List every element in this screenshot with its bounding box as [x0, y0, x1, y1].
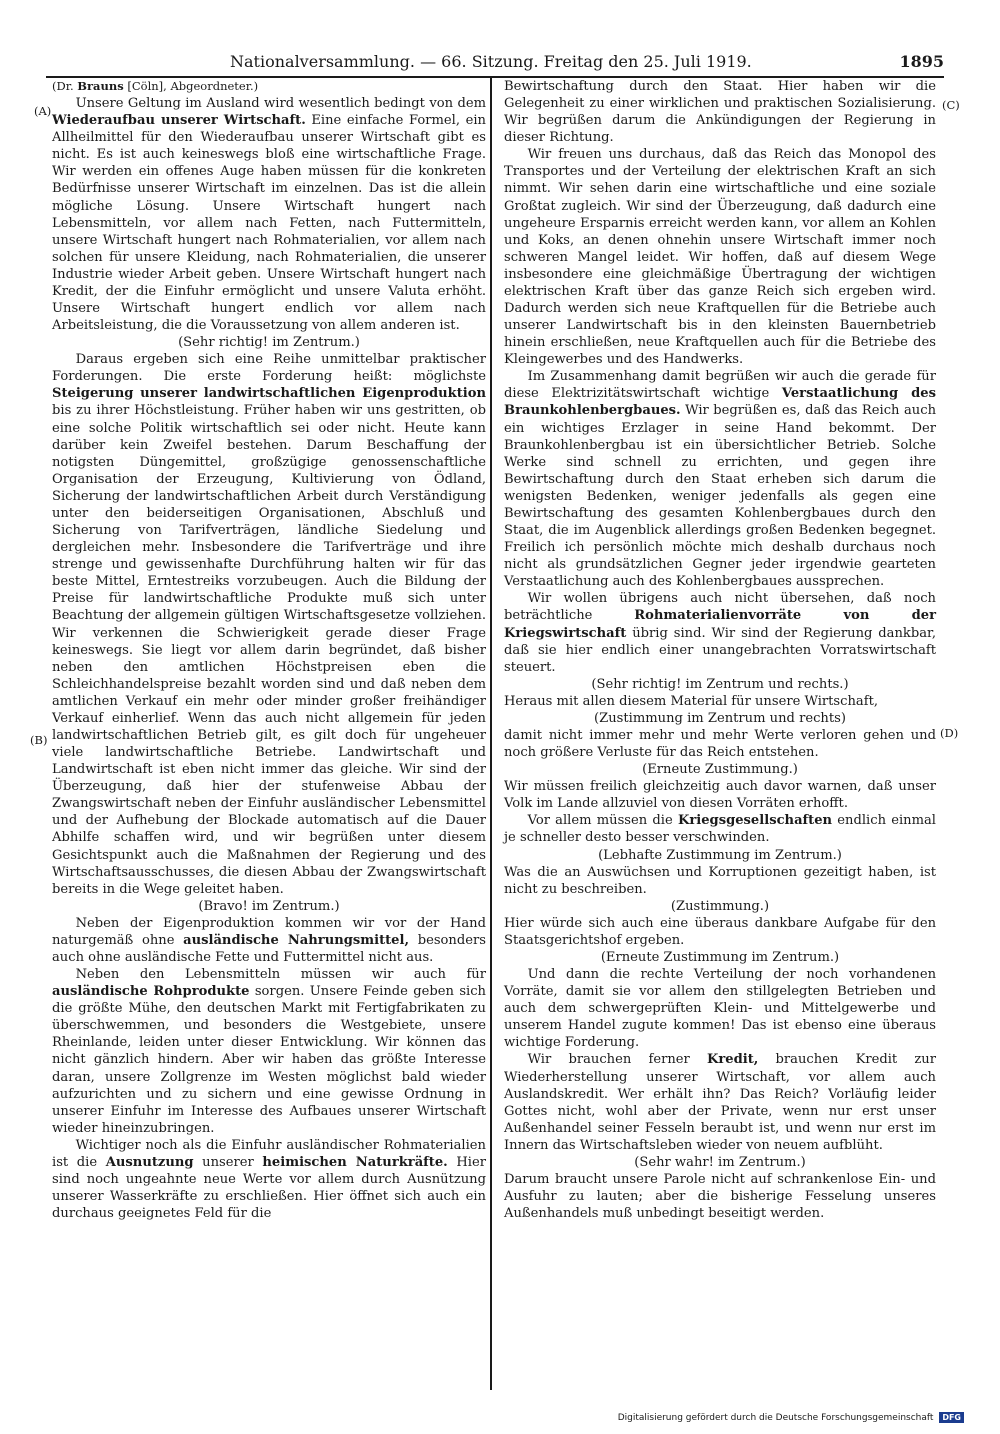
emphasis-text: Ausnutzung	[105, 1154, 194, 1170]
interjection	[504, 676, 936, 693]
paragraph	[52, 966, 486, 1137]
paragraph	[504, 368, 936, 590]
emphasis-text: Brauns	[77, 79, 124, 93]
paragraph	[504, 812, 936, 846]
margin-marker-c: (C)	[942, 98, 960, 112]
text-run: Bewirtschaftung durch den Staat. Hier haben wir die Gelegenheit zu einer wirklichen und praktischen Sozialisierung. Wir begrüßen darum die Ankündigungen der Regierung in dieser Richtung.	[504, 79, 936, 146]
text-run: übrig sind. Wir sind der Regierung dankbar, daß sie hier endlich einer unangebrachten Vorratswirtschaft steuert.	[504, 625, 936, 675]
text-run: [Cöln], Abgeordneter.)	[123, 79, 259, 93]
margin-marker-a: (A)	[34, 104, 52, 118]
paragraph	[52, 78, 486, 95]
paragraph	[52, 915, 486, 966]
emphasis-text: ausländische Rohprodukte	[52, 984, 250, 1000]
emphasis-text: Wiederaufbau unserer Wirtschaft.	[52, 113, 306, 129]
emphasis-text: ausländische Nahrungsmittel,	[183, 932, 410, 948]
text-run: (Lebhafte Zustimmung im Zentrum.)	[598, 847, 842, 863]
text-run: Wir müssen freilich gleichzeitig auch davor warnen, daß unser Volk im Lande allzuviel von diesen Vorräten erhofft.	[504, 779, 936, 812]
interjection	[504, 1154, 936, 1171]
text-run: Unsere Geltung im Ausland wird wesentlich bedingt von dem	[75, 96, 486, 112]
text-run: (Zustimmung.)	[670, 898, 770, 914]
text-run: endlich einmal je schneller desto besser verschwinden.	[504, 813, 936, 846]
interjection	[504, 949, 936, 966]
text-run: Hier sind noch ungeahnte neue Werte vor allem durch Ausnützung unserer Wasserkräfte zu erschließen. Hier öffnet sich auch ein durchaus geeignetes Feld für die	[52, 1154, 486, 1222]
paragraph	[504, 146, 936, 368]
text-run: Wir wollen übrigens auch nicht übersehen, daß noch beträchtliche	[504, 591, 936, 624]
margin-marker-b: (B)	[30, 733, 48, 747]
page-number: 1895	[899, 52, 944, 71]
text-run: damit nicht immer mehr und mehr Werte verloren gehen und noch größere Verluste für das Reich entstehen.	[504, 727, 936, 761]
paragraph	[504, 693, 936, 710]
text-run: Eine einfache Formel, ein Allheilmittel für den Wiederaufbau unserer Wirtschaft gibt es nicht. Es ist auch keineswegs bloß eine wirtschaftliche Frage. Wir werden ein offenes Auge haben müssen für die konkreten Bedürfnisse unserer Wirtschaft im einzelnen. Das ist die allein mögliche Lösung. Unsere Wirtschaft hungert nach Lebensmitteln, vor allem nach Fetten, nach Futtermitteln, unsere Wirtschaft hungert nach Rohmaterialien, vor allem nach solchen für unsere Kleidung, nach Rohmaterialien, die unserer Industrie wieder Arbeit geben. Unsere Wirtschaft hungert nach Kredit, der die Einfuhr ermöglicht und unsere Valuta erhöht. Unsere Wirtschaft hungert endlich vor allem nach Arbeitsleistung, die die Voraussetzung von allem anderen ist.	[52, 113, 486, 334]
interjection	[504, 710, 936, 727]
text-run: (Sehr richtig! im Zentrum und rechts.)	[591, 676, 849, 692]
column-divider	[490, 78, 492, 1390]
paragraph	[504, 966, 936, 1051]
text-run: Darum braucht unsere Parole nicht auf schrankenlose Ein- und Ausfuhr zu lauten; aber die bisherige Fesselung unseres Außenhandels muß unbedingt beseitigt werden.	[504, 1172, 936, 1222]
margin-marker-d: (D)	[940, 726, 959, 740]
text-run: Wir brauchen ferner	[527, 1052, 707, 1068]
text-run: Wir freuen uns durchaus, daß das Reich das Monopol des Transportes und der Verteilung der elektrischen Kraft an sich nimmt. Wir sehen darin eine wirtschaftliche und eine soziale Großtat zugleich. Wir sind der Überzeugung, daß dadurch eine ungeheure Ersparnis erreicht werden kann, vor allem an Kohlen und Koks, an denen ohnehin unsere Wirtschaft immer noch schweren Mangel leidet. Wir hoffen, daß auf diesem Wege insbesondere eine gleichmäßige Übertragung der wichtigen elektrischen Kraft über das ganze Reich sich ergeben wird. Dadurch werden sich neue Kraftquellen für die Betriebe auch unserer Landwirtschaft bis in den kleinsten Bauernbetrieb hinein erschließen, neue Kraftquellen auch für die Betriebe des Kleingewerbes und des Handwerks.	[504, 147, 936, 368]
text-run: bis zu ihrer Höchstleistung. Früher haben wir uns gestritten, ob eine solche Politik wirtschaftlich sei oder nicht. Heute kann darüber kein Zweifel bestehen. Darum Beschaffung der notigsten Düngemittel, großzügige genossenschaftliche Organisation der Erzeugung, Kultivierung von Ödland, Sicherung der landwirtschaftlichen Arbeit durch Verständigung unter den beiderseitigen Organisationen, Abschluß und Sicherung von Tarifverträgen, ländliche Siedelung und dergleichen mehr. Insbesondere die Tarifverträge und ihre strenge und gewissenhafte Durchführung halten wir für das beste Mittel, Erntestreiks vorzubeugen. Auch die Bildung der Preise für landwirtschaftliche Produkte muß sich unter Beachtung der allgemein gültigen Wirtschaftsgesetze vollziehen. Wir verkennen die Schwierigkeit gerade dieser Frage keineswegs. Sie liegt vor allem darin begründet, daß bisher neben den amtlichen Höchstpreisen eben die Schleichhandelspreise bezahlt worden sind und daß neben dem amtlichen Verkauf ein mehr oder minder großer freihändiger Verkauf einherlief. Wenn das auch nicht allgemein für jeden landwirtschaftlichen Betrieb gilt, es gilt doch für ungeheuer viele landwirtschaftliche Betriebe. Landwirtschaft und Landwirtschaft ist eben nicht immer das gleiche. Wir sind der Überzeugung, daß hier der stufenweise Abbau der Zwangswirtschaft neben der Einfuhr ausländischer Lebensmittel und der Aufhebung der Blockade automatisch auf die Dauer Abhilfe schaffen wird, und wir begrüßen unter diesem Gesichtspunkt auch die Maßnahmen der Regierung und des Wirtschaftsausschusses, die diesen Abbau der Zwangswirtschaft bereits in die Wege geleitet haben.	[52, 403, 486, 897]
dfg-logo: DFG	[939, 1412, 964, 1423]
text-run: (Sehr wahr! im Zentrum.)	[634, 1154, 806, 1170]
emphasis-text: Kriegsgesellschaften	[677, 813, 833, 829]
page-header	[44, 52, 944, 76]
interjection	[52, 334, 486, 351]
paragraph	[504, 864, 936, 898]
text-run: Was die an Auswüchsen und Korruptionen gezeitigt haben, ist nicht zu beschreiben.	[504, 864, 936, 897]
text-run: Vor allem müssen die	[527, 813, 678, 829]
text-run: Hier würde sich auch eine überaus dankbare Aufgabe für den Staatsgerichtshof ergeben.	[504, 915, 936, 948]
text-run: (Dr.	[52, 79, 78, 93]
footer-text: Digitalisierung gefördert durch die Deutsche Forschungsgemeinschaft	[617, 1413, 934, 1423]
text-run: Wichtiger noch als die Einfuhr ausländischer Rohmaterialien ist die	[52, 1137, 486, 1170]
text-run: unserer	[193, 1154, 263, 1170]
emphasis-text: Kredit,	[706, 1052, 759, 1068]
text-run: Neben den Lebensmitteln müssen wir auch für	[75, 967, 486, 983]
emphasis-text: Verstaatlichung des Braunkohlenbergbaues.	[504, 386, 936, 419]
emphasis-text: heimischen Naturkräfte.	[262, 1154, 448, 1170]
text-run: Heraus mit allen diesem Material für unsere Wirtschaft,	[504, 693, 878, 709]
interjection	[52, 898, 486, 915]
right-column	[504, 78, 936, 1222]
text-run: (Erneute Zustimmung im Zentrum.)	[600, 949, 840, 965]
left-column	[52, 78, 486, 1222]
paragraph	[504, 78, 936, 146]
interjection	[504, 847, 936, 864]
interjection	[504, 761, 936, 778]
footer-credit	[618, 1412, 964, 1423]
text-run: besonders auch ohne ausländische Fette und Futtermittel nicht aus.	[52, 932, 486, 965]
paragraph	[504, 727, 936, 761]
text-run: (Erneute Zustimmung.)	[642, 762, 798, 778]
paragraph	[504, 778, 936, 812]
text-run: (Zustimmung im Zentrum und rechts)	[594, 710, 846, 726]
text-run: Daraus ergeben sich eine Reihe unmittelbar praktischer Forderungen. Die erste Forderung heißt: möglichste	[52, 352, 486, 385]
text-run: sorgen. Unsere Feinde geben sich die größte Mühe, den deutschen Markt mit Fertigfabrikaten zu überschwemmen, und besonders die Westgebiete, unsere Rheinlande, leiden unter dieser Entwicklung. Wir können das nicht gänzlich hindern. Aber wir haben das größte Interesse daran, unsere Zollgrenze im Westen möglichst bald wieder aufzurichten und zu sichern und eine gewisse Ordnung in unserer Einfuhr im Interesse des Aufbaues unserer Wirtschaft wieder hineinzubringen.	[52, 984, 486, 1136]
text-run: (Sehr richtig! im Zentrum.)	[178, 335, 360, 351]
paragraph	[52, 351, 486, 898]
running-title: Nationalversammlung. — 66. Sitzung. Freitag den 25. Juli 1919.	[230, 52, 752, 71]
text-run: Im Zusammenhang damit begrüßen wir auch die gerade für diese Elektrizitätswirtschaft wichtige	[504, 369, 936, 402]
text-run: Wir begrüßen es, daß das Reich auch ein wichtiges Erzlager in seine Hand bekommt. Der Braunkohlenbergbau ist ein übersichtlicher Betrieb. Solche Werke sind schnell zu errichten, und gegen ihre Bewirtschaftung durch den Staat erheben sich darum die wenigsten Bedenken, weniger jedenfalls als gegen eine Bewirtschaftung des gesamten Kohlenbergbaues durch den Staat, die im Augenblick allerdings großen Bedenken begegnet. Freilich ich persönlich möchte mich deshalb durchaus noch nicht als grundsätzlichen Gegner jeder irgendwie gearteten Verstaatlichung auch des Kohlenbergbaues aussprechen.	[504, 403, 936, 590]
text-run: Und dann die rechte Verteilung der noch vorhandenen Vorräte, damit sie vor allem den stillgelegten Betrieben und auch dem schwergeprüften Klein- und Mittelgewerbe und unserem Handel zugute kommen! Das ist ebenso eine überaus wichtige Forderung.	[504, 967, 936, 1051]
interjection	[504, 898, 936, 915]
paragraph	[52, 95, 486, 334]
text-run: Neben der Eigenproduktion kommen wir vor der Hand naturgemäß ohne	[52, 915, 486, 948]
emphasis-text: Steigerung unserer landwirtschaftlichen Eigenproduktion	[52, 386, 486, 402]
paragraph	[52, 1137, 486, 1222]
paragraph	[504, 590, 936, 675]
emphasis-text: Rohmaterialienvorräte von der Kriegswirtschaft	[504, 608, 936, 641]
paragraph	[504, 915, 936, 949]
text-run: brauchen Kredit zur Wiederherstellung unserer Wirtschaft, vor allem auch Auslandskredit. Wer erhält ihn? Das Reich? Vorläufig leider Gottes nicht, wohl aber der Private, wenn nur erst unser Außenhandel seiner Fesseln beraubt ist, und wenn nur erst im Innern das Wirtschaftsleben wieder von neuem aufblüht.	[504, 1052, 936, 1153]
text-run: (Bravo! im Zentrum.)	[198, 898, 340, 914]
paragraph	[504, 1051, 936, 1153]
paragraph	[504, 1171, 936, 1222]
